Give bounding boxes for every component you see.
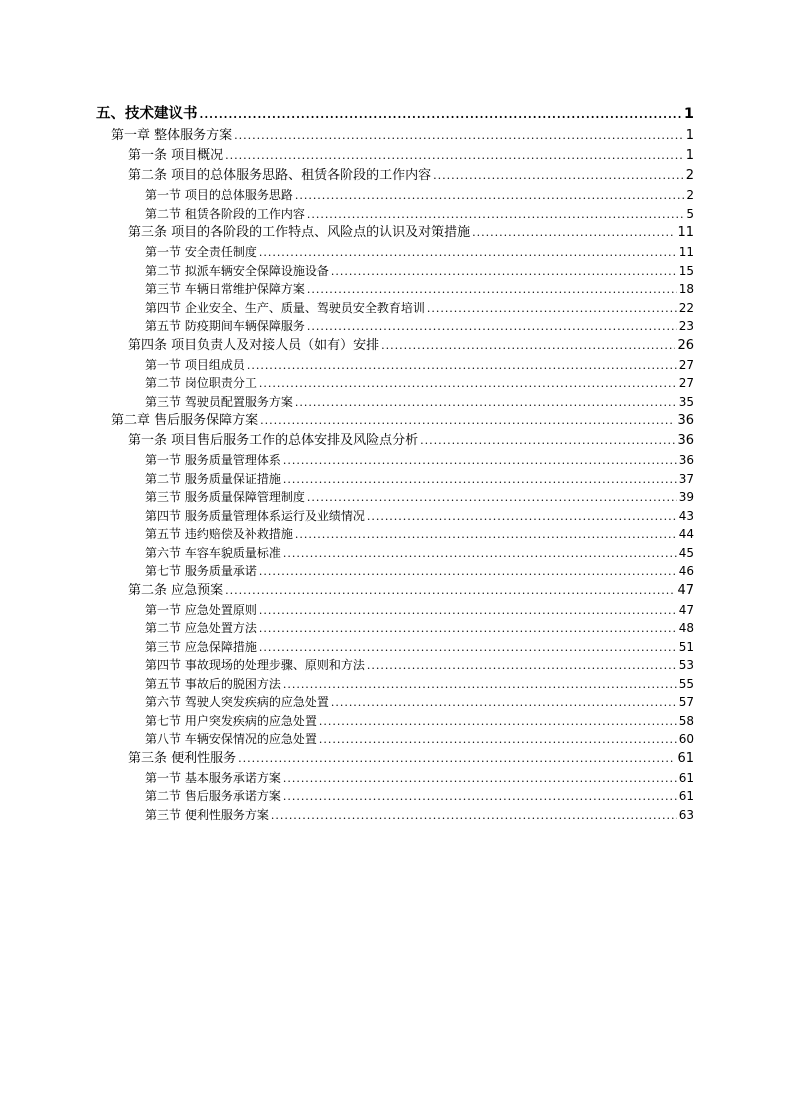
toc-entry[interactable] [0, 243, 790, 262]
dot-leader [259, 620, 677, 639]
toc-entry[interactable] [0, 601, 790, 620]
toc-entry-title: 第七节 服务质量承诺 [145, 564, 257, 578]
toc-entry-title: 第一节 项目组成员 [145, 357, 245, 372]
toc-entry-title: 第六节 车容车貌质量标准 [145, 545, 281, 560]
toc-entry[interactable] [0, 619, 790, 638]
toc-entry-title: 第二节 服务质量保证措施 [145, 471, 281, 486]
toc-entry-title: 第二节 租赁各阶段的工作内容 [145, 206, 305, 221]
toc-entry-title: 第五节 防疫期间车辆保障服务 [145, 319, 305, 333]
toc-entry-title: 第二节 应急处置方法 [145, 621, 257, 635]
toc-entry-title: 第五节 违约赔偿及补救措施 [145, 527, 293, 541]
toc-entry[interactable] [0, 393, 790, 412]
toc-entry[interactable] [0, 317, 790, 336]
toc-entry-page-number: 1 [685, 128, 694, 143]
toc-entry-title: 第七节 用户突发疾病的应急处置 [145, 713, 317, 728]
toc-entry-page-number: 45 [678, 545, 694, 560]
dot-leader [200, 103, 682, 127]
toc-entry-title: 第一节 项目的总体服务思路 [145, 188, 293, 202]
toc-entry-title: 第五节 事故后的脱困方法 [145, 676, 281, 691]
toc-entry[interactable] [0, 411, 790, 431]
dot-leader [283, 471, 677, 490]
toc-entry-title: 第一节 服务质量管理体系 [145, 453, 281, 467]
toc-entry-title: 第三节 服务质量保障管理制度 [145, 490, 305, 504]
dot-leader [271, 807, 677, 826]
toc-entry[interactable] [0, 205, 790, 224]
toc-entry-title: 第四节 企业安全、生产、质量、驾驶员安全教育培训 [145, 300, 425, 315]
toc-entry-page-number: 5 [686, 206, 694, 221]
toc-entry[interactable] [0, 525, 790, 544]
dot-leader [225, 146, 684, 166]
toc-entry-page-number: 39 [678, 490, 694, 504]
toc-entry-title: 第一条 项目售后服务工作的总体安排及风险点分析 [128, 433, 419, 448]
toc-entry[interactable] [0, 280, 790, 299]
dot-leader [307, 489, 677, 508]
toc-entry[interactable] [0, 356, 790, 375]
toc-entry-page-number: 36 [678, 453, 694, 467]
toc-entry[interactable] [0, 262, 790, 281]
toc-entry-page-number: 61 [678, 770, 694, 785]
toc-entry[interactable] [0, 656, 790, 675]
dot-leader [295, 526, 677, 545]
dot-leader [259, 244, 677, 263]
toc-entry[interactable] [0, 638, 790, 657]
toc-entry-title: 第一节 基本服务承诺方案 [145, 770, 281, 785]
dot-leader [433, 166, 684, 186]
toc-entry-page-number: 1 [683, 106, 694, 122]
toc-entry-page-number: 2 [685, 168, 694, 183]
toc-entry[interactable] [0, 126, 790, 146]
toc-entry[interactable] [0, 806, 790, 825]
toc-entry-title: 五、技术建议书 [96, 105, 198, 122]
dot-leader [420, 431, 675, 451]
dot-leader [260, 411, 675, 431]
toc-entry[interactable] [0, 431, 790, 451]
dot-leader [427, 300, 677, 319]
dot-leader [259, 639, 677, 658]
toc-entry-page-number: 58 [678, 713, 694, 728]
toc-entry[interactable] [0, 730, 790, 749]
toc-entry-title: 第一节 安全责任制度 [145, 245, 257, 259]
toc-entry[interactable] [0, 544, 790, 563]
toc-entry-page-number: 22 [678, 300, 694, 315]
toc-entry[interactable] [0, 374, 790, 393]
toc-entry-title: 第三节 驾驶员配置服务方案 [145, 394, 293, 409]
toc-entry-page-number: 51 [678, 639, 694, 654]
dot-leader [283, 452, 677, 471]
toc-entry-page-number: 60 [678, 732, 694, 746]
dot-leader [472, 223, 675, 243]
dot-leader [319, 713, 677, 732]
toc-entry-title: 第三节 车辆日常维护保障方案 [145, 282, 305, 296]
toc-entry-title: 第四节 事故现场的处理步骤、原则和方法 [145, 658, 365, 672]
toc-entry-title: 第一章 整体服务方案 [111, 128, 233, 143]
toc-entry[interactable] [0, 693, 790, 712]
toc-entry[interactable] [0, 223, 790, 243]
toc-entry-page-number: 2 [686, 188, 694, 202]
toc-entry-title: 第二条 项目的总体服务思路、租赁各阶段的工作内容 [128, 168, 432, 183]
toc-entry-page-number: 11 [677, 225, 694, 240]
toc-entry[interactable] [0, 299, 790, 318]
toc-entry[interactable] [0, 186, 790, 205]
toc-entry-page-number: 46 [678, 564, 694, 578]
toc-entry-title: 第一条 项目概况 [128, 148, 224, 163]
toc-entry-page-number: 61 [678, 789, 694, 803]
toc-entry-title: 第二节 岗位职责分工 [145, 376, 257, 390]
toc-entry-page-number: 61 [677, 750, 694, 766]
dot-leader [259, 375, 677, 394]
toc-entry[interactable] [0, 787, 790, 806]
dot-leader [381, 336, 675, 356]
toc-entry[interactable] [0, 769, 790, 788]
toc-entry[interactable] [0, 562, 790, 581]
dot-leader [367, 508, 677, 527]
toc-entry-page-number: 36 [677, 413, 694, 428]
dot-leader [283, 770, 677, 789]
toc-entry[interactable] [0, 102, 790, 126]
toc-entry[interactable] [0, 336, 790, 356]
dot-leader [259, 563, 677, 582]
dot-leader [307, 281, 677, 300]
toc-entry-title: 第八节 车辆安保情况的应急处置 [145, 732, 317, 746]
dot-leader [295, 187, 685, 206]
toc-entry[interactable] [0, 488, 790, 507]
toc-entry-title: 第三节 便利性服务方案 [145, 807, 269, 822]
toc-entry-title: 第二章 售后服务保障方案 [111, 413, 259, 428]
toc-entry[interactable] [0, 470, 790, 489]
toc-entry[interactable] [0, 166, 790, 186]
toc-entry-page-number: 47 [678, 602, 694, 617]
toc-entry-title: 第四条 项目负责人及对接人员（如有）安排 [128, 337, 380, 353]
dot-leader [283, 545, 677, 564]
toc-entry[interactable] [0, 451, 790, 470]
dot-leader [247, 357, 677, 376]
toc-entry-page-number: 1 [685, 148, 694, 163]
toc-entry-title: 第三条 便利性服务 [128, 750, 237, 766]
toc-entry-page-number: 44 [678, 527, 694, 541]
toc-entry[interactable] [0, 146, 790, 166]
toc-entry-page-number: 27 [678, 376, 694, 390]
toc-entry-title: 第六节 驾驶人突发疾病的应急处置 [145, 695, 329, 709]
dot-leader [367, 657, 677, 676]
dot-leader [295, 394, 677, 413]
toc-entry-title: 第二节 拟派车辆安全保障设施设备 [145, 263, 329, 278]
dot-leader [307, 206, 685, 225]
dot-leader [331, 263, 677, 282]
toc-entry[interactable] [0, 675, 790, 694]
toc-entry-title: 第三条 项目的各阶段的工作特点、风险点的认识及对策措施 [128, 225, 471, 240]
table-of-contents [0, 102, 790, 824]
toc-entry-title: 第一节 应急处置原则 [145, 602, 257, 617]
toc-entry-page-number: 55 [678, 676, 694, 691]
toc-entry-page-number: 57 [678, 695, 694, 709]
toc-entry[interactable] [0, 749, 790, 769]
dot-leader [234, 126, 684, 146]
toc-entry-page-number: 63 [678, 807, 694, 822]
dot-leader [283, 788, 677, 807]
toc-entry-title: 第四节 服务质量管理体系运行及业绩情况 [145, 508, 365, 523]
toc-entry-page-number: 43 [678, 508, 694, 523]
dot-leader [307, 318, 677, 337]
toc-entry-title: 第二节 售后服务承诺方案 [145, 789, 281, 803]
toc-entry-page-number: 48 [678, 621, 694, 635]
toc-entry-title: 第二条 应急预案 [128, 582, 224, 598]
dot-leader [283, 676, 677, 695]
dot-leader [319, 731, 677, 750]
toc-entry-page-number: 27 [678, 357, 694, 372]
toc-entry[interactable] [0, 507, 790, 526]
toc-entry-page-number: 23 [678, 319, 694, 333]
toc-entry-page-number: 36 [677, 433, 694, 448]
dot-leader [331, 694, 677, 713]
dot-leader [259, 602, 677, 621]
dot-leader [225, 581, 675, 601]
toc-entry[interactable] [0, 712, 790, 731]
toc-entry-page-number: 35 [678, 394, 694, 409]
toc-entry-page-number: 26 [677, 337, 694, 353]
toc-entry-page-number: 15 [678, 263, 694, 278]
toc-entry-title: 第三节 应急保障措施 [145, 639, 257, 654]
toc-entry-page-number: 18 [678, 282, 694, 296]
toc-entry-page-number: 37 [678, 471, 694, 486]
toc-entry[interactable] [0, 581, 790, 601]
toc-entry-page-number: 47 [677, 582, 694, 598]
toc-entry-page-number: 11 [678, 245, 694, 259]
dot-leader [238, 749, 675, 769]
toc-entry-page-number: 53 [678, 658, 694, 672]
